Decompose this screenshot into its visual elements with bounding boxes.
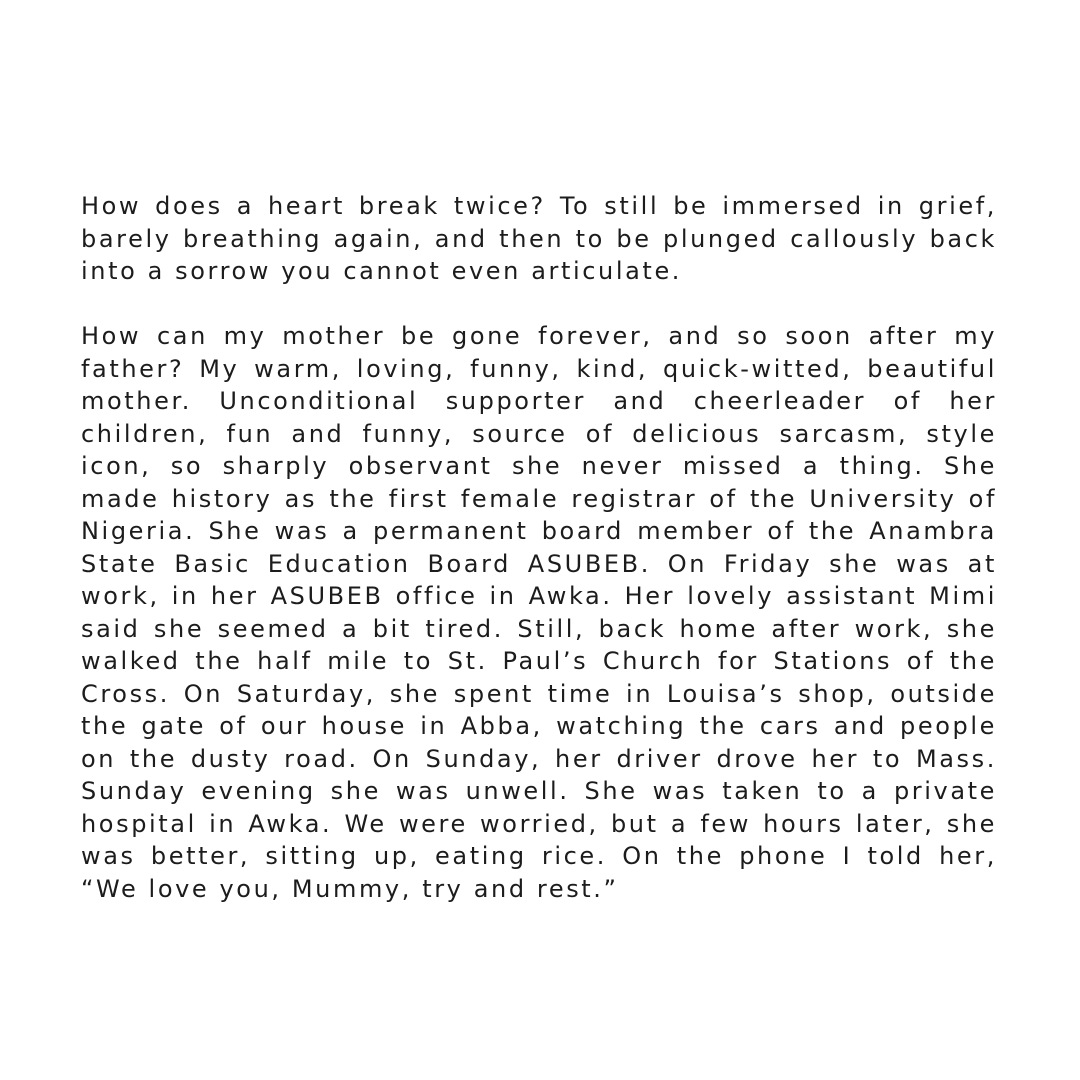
paragraph-grief: How does a heart break twice? To still be immersed in grief, barely breathing again, and then to be plunged callously back into a sorrow you cannot even articulate.	[81, 192, 997, 285]
paragraph-mother: How can my mother be gone forever, and so soon after my father? My warm, loving, funny, kind, quick-witted, beautiful mother. Unconditional supporter and cheerleader of her children, fun and funny, source of delicious sarcasm, style icon, so sharply observant she never missed a thing. She made history as the first female registrar of the University of Nigeria. She was a permanent board member of the Anambra State Basic Education Board ASUBEB. On Friday she was at work, in her ASUBEB office in Awka. Her lovely assistant Mimi said she seemed a bit tired. Still, back home after work, she walked the half mile to St. Paul’s Church for Stations of the Cross. On Saturday, she spent time in Louisa’s shop, outside the gate of our house in Abba, watching the cars and people on the dusty road. On Sunday, her driver drove her to Mass. Sunday evening she was unwell. She was taken to a private hospital in Awka. We were worried, but a few hours later, she was better, sitting up, eating rice. On the phone I told her, “We love you, Mummy, try and rest.”	[81, 322, 997, 903]
text-block	[81, 190, 997, 905]
